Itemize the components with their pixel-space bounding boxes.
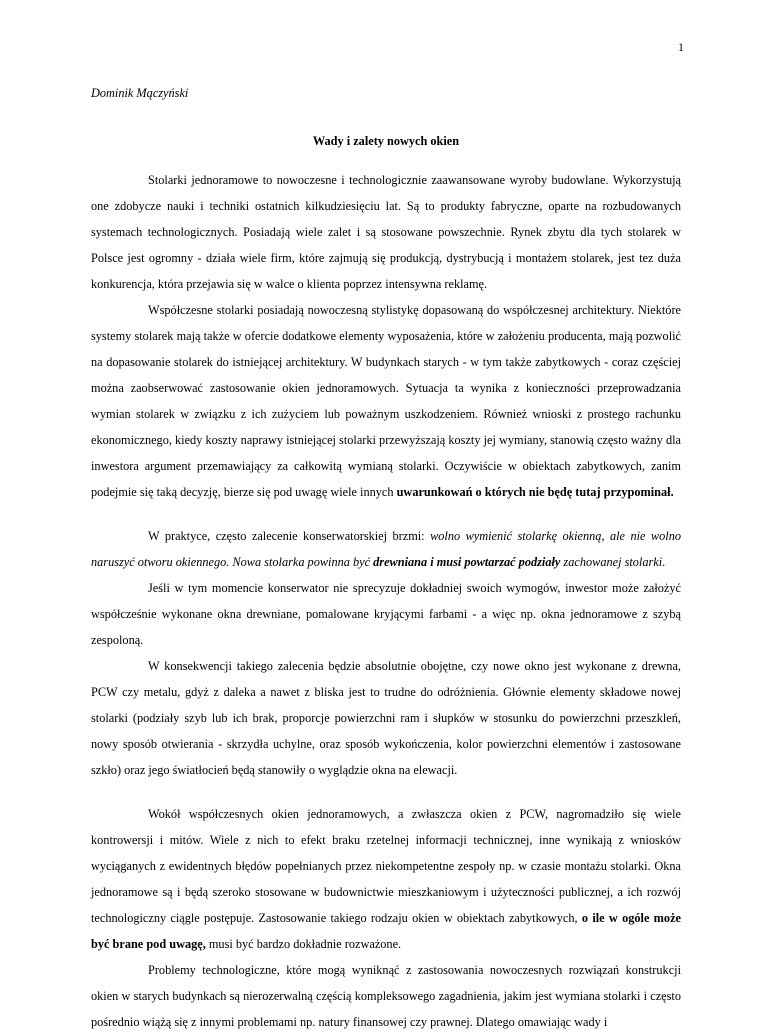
paragraph-6-text: Wokół współczesnych okien jednoramowych, a zwłaszcza okien z PCW, nagromadziło się wiele kontrowersji i mitów. Wiele z nich to efekt braku rzetelnej informacji technicznej, inne wynikają z wniosków wyciąganych z ewidentnych błędów popełnianych przez niekompetentne zespoły np. w czasie montażu stolarki. Okna jednoramowe są i będą szeroko stosowane w budownictwie mieszkaniowym i użyteczności publicznej, a ich rozwój technologiczny ciągle postępuje. Zastosowanie takiego rodzaju okien w obiektach zabytkowych, (91, 807, 681, 925)
paragraph-6-bold: o ile w ogóle może być brane pod uwagę, (91, 911, 681, 951)
document-body (91, 80, 681, 1035)
page-number: 1 (678, 40, 684, 54)
paragraph-3-quote-bold: drewniana i musi powtarzać podziały (373, 555, 561, 569)
paragraph-3-quote: wolno wymienić stolarkę okienną, ale nie wolno naruszyć otworu okiennego. Nowa stolarka powinna być (91, 529, 681, 569)
document-title: Wady i zalety nowych okien (312, 134, 460, 148)
paragraph-3-quote-end: zachowanej stolarki (560, 555, 663, 569)
paragraph-3 (91, 523, 681, 575)
paragraph-2-text: Współczesne stolarki posiadają nowoczesną stylistykę dopasowaną do współczesnej architektury. Niektóre systemy stolarek mają także w ofercie dodatkowe elementy wyposażenia, które w założeniu producenta, mają pozwolić na dopasowanie stolarek do istniejącej architektury. W budynkach starych - w tym także zabytkowych - coraz częściej można zaobserwować zastosowanie okien jednoramowych. Sytuacja ta wynika z konieczności przeprowadzania wymian stolarek w związku z ich zużyciem lub poważnym uszkodzeniem. Również wnioski z prostego rachunku ekonomicznego, kiedy koszty naprawy istniejącej stolarki przewyższają koszty jej wymiany, stanowią często ważny dla inwestora argument przemawiający za całkowitą wymianą stolarki. Oczywiście w obiektach zabytkowych, zanim podejmie się taką decyzję, bierze się pod uwagę wiele innych (91, 303, 681, 499)
paragraph-7: Problemy technologiczne, które mogą wyniknąć z zastosowania nowoczesnych rozwiązań konstrukcji okien w starych budynkach są nierozerwalną częścią kompleksowego zagadnienia, jakim jest wymiana stolarki i często pośrednio wiążą się z innymi problemami np. natury finansowej czy prawnej. Dlatego omawiając wady i (91, 963, 681, 1029)
paragraph-3-period: . (662, 555, 666, 569)
paragraph-1: Stolarki jednoramowe to nowoczesne i technologicznie zaawansowane wyroby budowlane. Wykorzystują one zdobycze nauki i techniki ostatnich kilkudziesięciu lat. Są to produkty fabryczne, oparte na rozbudowanych systemach technologicznych. Posiadają wiele zalet i są stosowane powszechnie. Rynek zbytu dla tych stolarek w Polsce jest ogromny - działa wiele firm, które zajmują się produkcją, dystrybucją i montażem stolarek, jest tez duża konkurencja, która przejawia się w walce o klienta poprzez intensywna reklamę. (91, 173, 681, 291)
paragraph-6-end: musi być bardzo dokładnie rozważone. (205, 937, 402, 951)
paragraph-3-intro: W praktyce, często zalecenie konserwatorskiej brzmi: (148, 529, 431, 543)
paragraph-2 (91, 297, 681, 505)
author-name: Dominik Mączyński (91, 86, 189, 100)
paragraph-2-bold: uwarunkowań o których nie będę tutaj przypominał. (396, 485, 674, 499)
paragraph-5: W konsekwencji takiego zalecenia będzie absolutnie obojętne, czy nowe okno jest wykonane z drewna, PCW czy metalu, gdyż z daleka a nawet z bliska jest to trudne do odróżnienia. Głównie elementy składowe nowej stolarki (podziały szyb lub ich brak, proporcje powierzchni ram i słupków w stosunku do powierzchni przeszkleń, nowy sposób otwierania - skrzydła uchylne, oraz sposób wykończenia, kolor powierzchni elementów i zastosowane szkło) oraz jego światłocień będą stanowiły o wyglądzie okna na elewacji. (91, 659, 681, 777)
paragraph-6 (91, 801, 681, 957)
paragraph-4: Jeśli w tym momencie konserwator nie sprecyzuje dokładniej swoich wymogów, inwestor może założyć współcześnie wykonane okna drewniane, pomalowane kryjącymi farbami - a więc np. okna jednoramowe z szybą zespoloną. (91, 581, 681, 647)
